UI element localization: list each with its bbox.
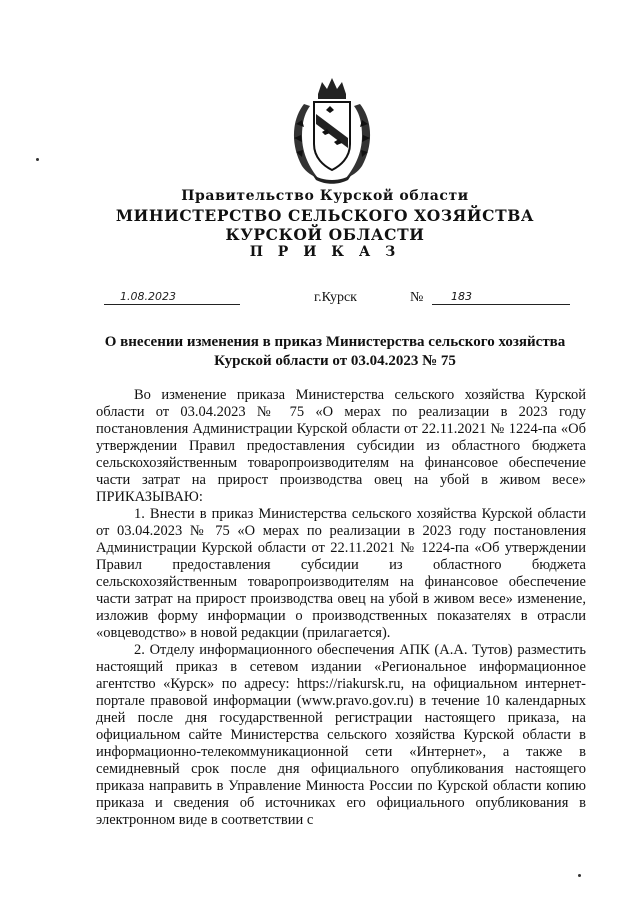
title-line-1: О внесении изменения в приказ Министерства сельского хозяйства	[104, 334, 566, 350]
signature-date: 1.08.2023	[120, 290, 176, 303]
preamble-paragraph: Во изменение приказа Министерства сельского хозяйства Курской области от 03.04.2023 № 75 «О мерах по реализации в 2023 году постановления Администрации Курской области от 22.11.2021 № 1224-па «Об утверждении Правил предоставления субсидии из областного бюджета сельскохозяйственным товаропроизводителям на финансовое обеспечение части затрат на прирост производства овец на убой в живом весе» ПРИКАЗЫВАЮ:	[96, 387, 586, 505]
ministry-heading-line2: КУРСКОЙ ОБЛАСТИ	[225, 225, 425, 244]
title-line-2: Курской области от 03.04.2023 № 75	[214, 353, 456, 369]
clause-2-paragraph: 2. Отделу информационного обеспечения АПК (А.А. Тутов) разместить настоящий приказ в сетевом издании «Региональное информационное агентство «Курск» по адресу: https://riakursk.ru, на официальном интернет-портале правовой информации (www.pravo.gov.ru) в течение 10 календарных дней после дня государственной регистрации настоящего приказа, на официальном сайте Министерства сельского хозяйства Курской области в информационно-телекоммуникационной сети «Интернет», а также в семидневный срок после дня официального опубликования настоящего приказа направить в Управление Минюста России по Курской области копию приказа и сведения об источниках его официального опубликования в электронном виде в соответствии с	[96, 642, 586, 828]
clause-1-paragraph: 1. Внести в приказ Министерства сельского хозяйства Курской области от 03.04.2023 № 75 «О мерах по реализации в 2023 году постановления Администрации Курской области от 22.11.2021 № 1224-па «Об утверждении Правил предоставления субсидии из областного бюджета сельскохозяйственным товаропроизводителям на финансовое обеспечение части затрат на прирост производства овец на убой в живом весе» изменение, изложив форму информации о производственных показателях в отрасли «овцеводство» в новой редакции (прилагается).	[96, 506, 586, 641]
government-heading: Правительство Курской области	[181, 188, 469, 204]
number-label: №	[410, 290, 424, 305]
city-label: г.Курск	[314, 290, 357, 305]
document-number: 183	[451, 290, 472, 303]
coat-of-arms-emblem	[282, 74, 382, 186]
scan-speck	[578, 874, 581, 877]
scan-speck	[36, 158, 39, 161]
date-underline	[104, 304, 240, 305]
document-type-heading: П Р И К А З	[249, 244, 401, 260]
ministry-heading-line1: МИНИСТЕРСТВО СЕЛЬСКОГО ХОЗЯЙСТВА	[115, 206, 535, 225]
document-title	[80, 333, 590, 371]
number-underline	[432, 304, 570, 305]
document-body	[96, 387, 586, 829]
